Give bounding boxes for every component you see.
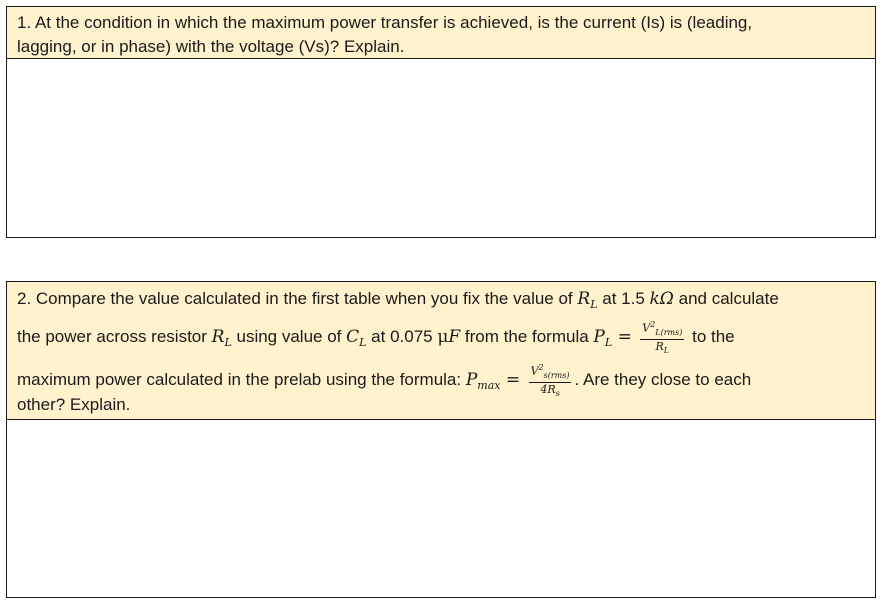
rl-symbol: $R_L$ bbox=[211, 327, 232, 349]
question-2-box bbox=[6, 281, 876, 598]
fraction-numerator: $V^2_{s(rms)}$ bbox=[529, 361, 572, 383]
question-2-line-1 bbox=[17, 286, 865, 317]
question-1-line-2: lagging, or in phase) with the voltage (Vs)? Explain. bbox=[17, 37, 405, 56]
equals-sign: = bbox=[612, 327, 638, 347]
fraction-denominator: $R_L$ bbox=[655, 339, 670, 356]
q2-text: 2. Compare the value calculated in the first table when you fix the value of bbox=[17, 289, 578, 308]
q2-text: to the bbox=[687, 327, 735, 346]
fraction-denominator: $4R_s$ bbox=[540, 382, 560, 399]
question-1-line-1: 1. At the condition in which the maximum power transfer is achieved, is the current (Is) is (leading, bbox=[17, 13, 753, 32]
question-1-box bbox=[6, 6, 876, 238]
q2-text: at 0.075 bbox=[366, 327, 438, 346]
pl-symbol: $P_L$ bbox=[593, 327, 613, 349]
question-1-prompt bbox=[7, 7, 875, 59]
q2-text: using value of bbox=[231, 327, 347, 346]
rl-symbol: $R_L$ bbox=[577, 289, 598, 311]
q2-text: from the formula bbox=[460, 327, 594, 346]
kohm-unit: kΩ bbox=[649, 289, 674, 309]
q2-text: maximum power calculated in the prelab using the formula: bbox=[17, 370, 466, 389]
fraction-numerator: $V^2_{L(rms)}$ bbox=[640, 318, 684, 340]
question-2-line-2 bbox=[17, 317, 865, 361]
q2-text: at 1.5 bbox=[597, 289, 650, 308]
question-2-line-4: other? Explain. bbox=[17, 395, 131, 414]
micro-symbol: μ bbox=[437, 327, 449, 347]
pmax-symbol: $P_{max}$ bbox=[465, 370, 501, 392]
formula-fraction-pl bbox=[640, 318, 684, 357]
question-2-answer-area[interactable] bbox=[7, 420, 875, 597]
farad-symbol: F bbox=[448, 327, 461, 347]
equals-sign: = bbox=[500, 370, 526, 390]
question-2-line-3 bbox=[17, 361, 865, 399]
q2-text: . Are they close to each bbox=[574, 370, 752, 389]
question-2-prompt bbox=[7, 282, 875, 420]
q2-text: the power across resistor bbox=[17, 327, 212, 346]
question-1-answer-area[interactable] bbox=[7, 59, 875, 237]
q2-text: and calculate bbox=[673, 289, 779, 308]
cl-symbol: $C_L$ bbox=[346, 327, 367, 349]
